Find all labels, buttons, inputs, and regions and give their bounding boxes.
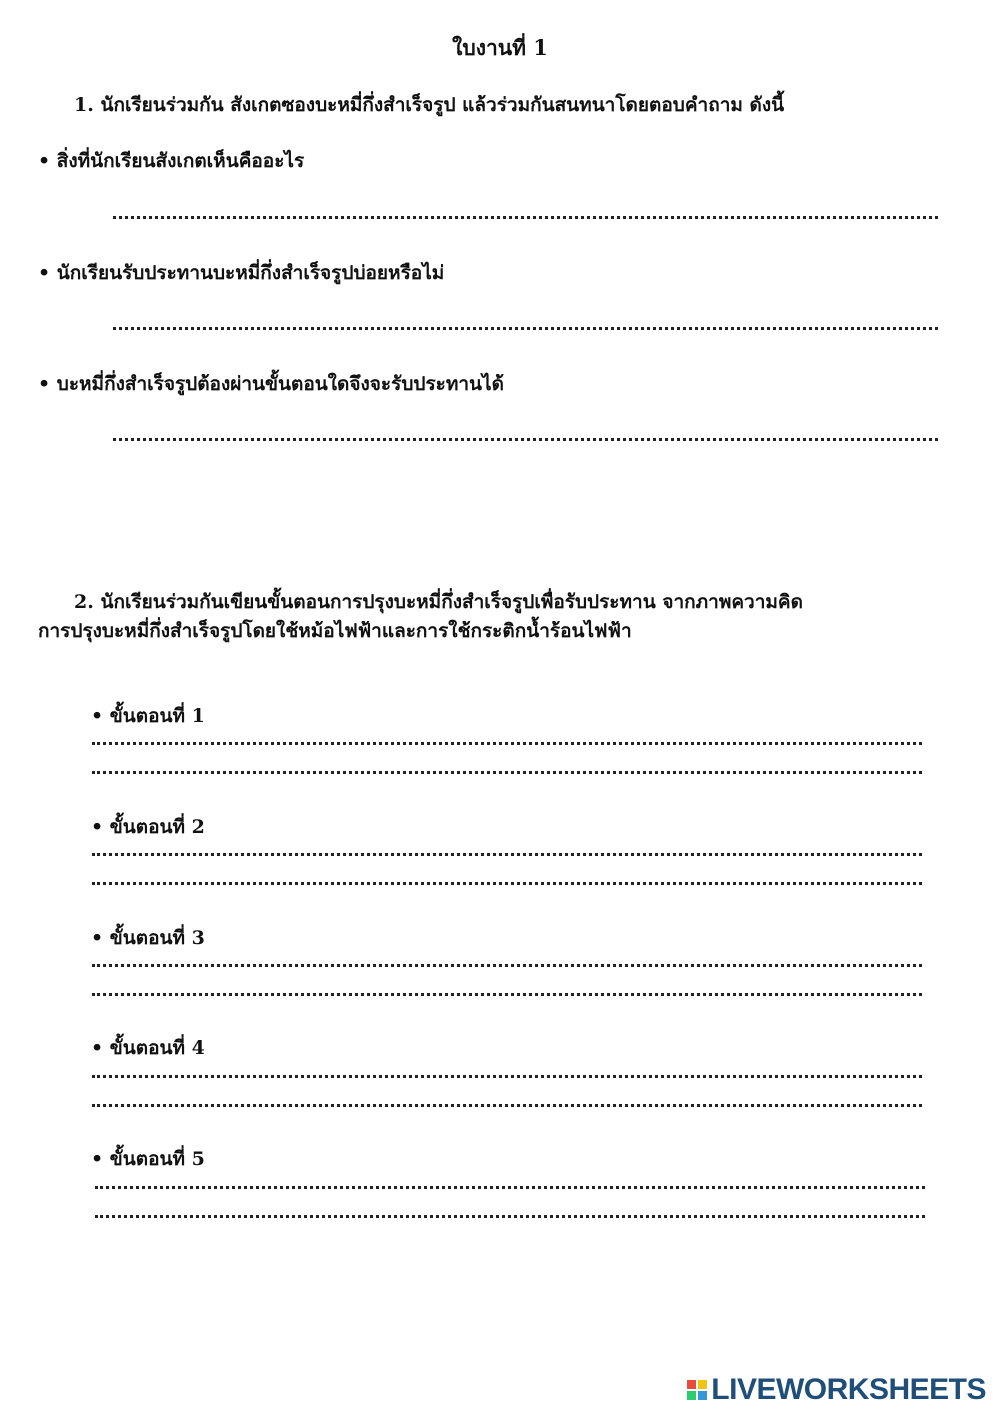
answer-line-2[interactable] — [113, 327, 938, 330]
worksheet-title: ใบงานที่ 1 — [452, 35, 548, 60]
step-5-label: • ขั้นตอนที่ 5 — [91, 1148, 205, 1170]
question-2-line-2: การปรุงบะหมี่กึ่งสำเร็จรูปโดยใช้หม้อไฟฟ้าและการใช้กระติกน้ำร้อนไฟฟ้า — [38, 620, 632, 642]
step-4-label: • ขั้นตอนที่ 4 — [91, 1037, 205, 1059]
step-4-line-1[interactable] — [92, 1075, 922, 1078]
logo-square-blue — [698, 1391, 707, 1400]
step-5-line-1[interactable] — [95, 1186, 925, 1189]
question-2-line-1: 2. นักเรียนร่วมกันเขียนขั้นตอนการปรุงบะหมี่กึ่งสำเร็จรูปเพื่อรับประทาน จากภาพความคิด — [74, 591, 803, 613]
step-5-line-2[interactable] — [95, 1215, 925, 1218]
answer-line-1[interactable] — [113, 216, 938, 219]
step-3-line-2[interactable] — [92, 993, 922, 996]
step-2-label: • ขั้นตอนที่ 2 — [91, 816, 205, 838]
step-2-line-2[interactable] — [92, 882, 922, 885]
step-2-line-1[interactable] — [92, 853, 922, 856]
liveworksheets-logo-icon — [687, 1380, 707, 1400]
step-1-line-1[interactable] — [92, 742, 922, 745]
step-1-label: • ขั้นตอนที่ 1 — [91, 705, 205, 727]
step-1-line-2[interactable] — [92, 771, 922, 774]
question-2-prompt — [38, 588, 968, 646]
logo-square-red — [687, 1380, 696, 1389]
question-1-item-3: • บะหมี่กึ่งสำเร็จรูปต้องผ่านขั้นตอนใดจึงจะรับประทานได้ — [38, 373, 504, 395]
logo-square-yellow — [698, 1380, 707, 1389]
liveworksheets-logo[interactable] — [687, 1373, 986, 1407]
step-4-line-2[interactable] — [92, 1104, 922, 1107]
step-3-line-1[interactable] — [92, 964, 922, 967]
step-3-label: • ขั้นตอนที่ 3 — [91, 927, 205, 949]
answer-line-3[interactable] — [113, 438, 938, 441]
liveworksheets-logo-text: LIVEWORKSHEETS — [711, 1373, 986, 1406]
logo-square-green — [687, 1391, 696, 1400]
question-1-item-2: • นักเรียนรับประทานบะหมี่กึ่งสำเร็จรูปบ่อยหรือไม่ — [38, 262, 445, 284]
question-1-item-1: • สิ่งที่นักเรียนสังเกตเห็นคืออะไร — [38, 150, 305, 172]
question-1-prompt: 1. นักเรียนร่วมกัน สังเกตซองบะหมี่กึ่งสำเร็จรูป แล้วร่วมกันสนทนาโดยตอบคำถาม ดังนี้ — [74, 94, 785, 116]
